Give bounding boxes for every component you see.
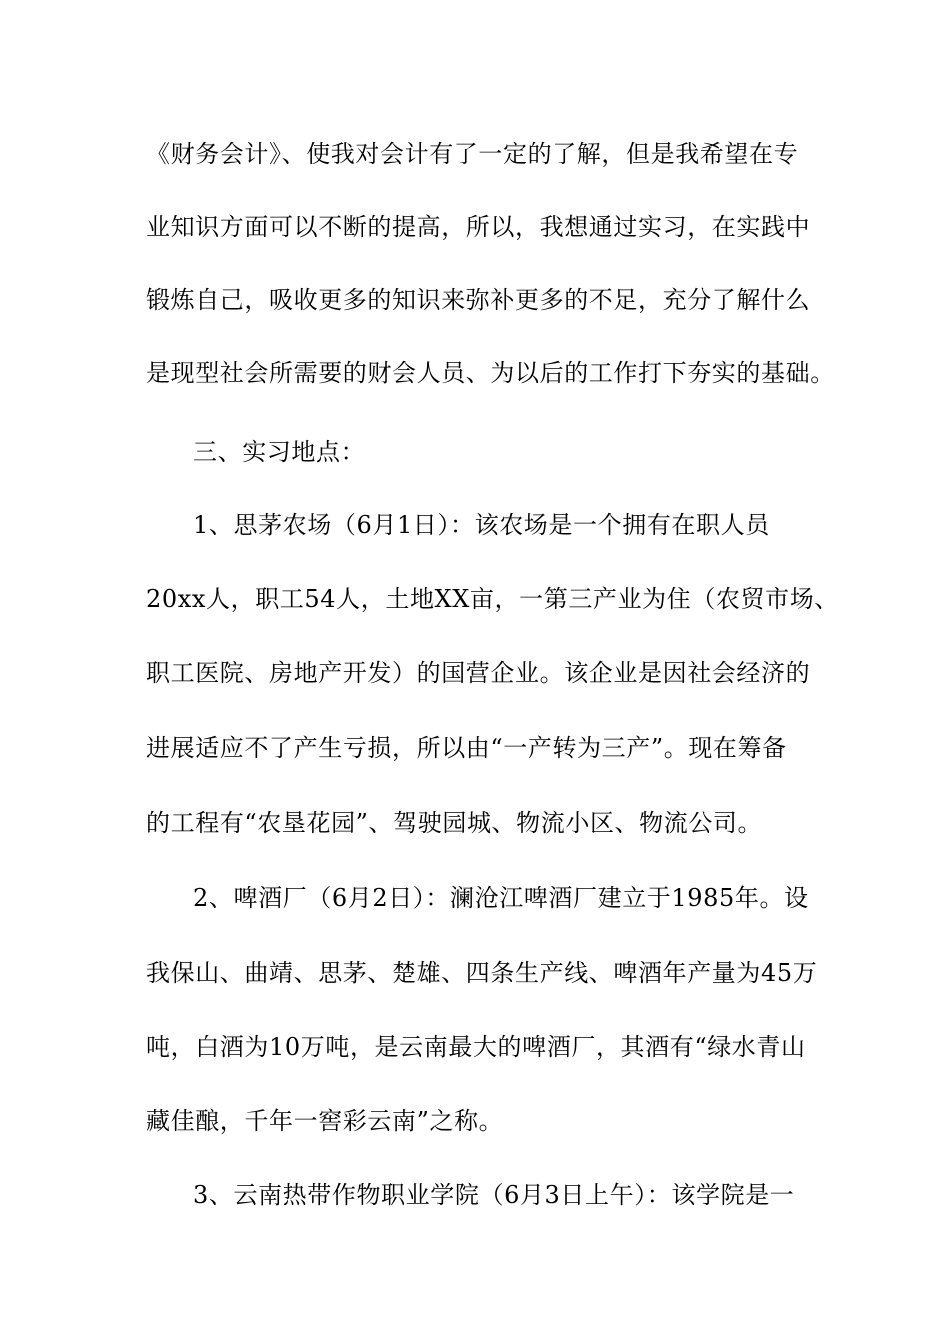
paragraph-line: 的工程有“农垦花园”、驾驶园城、物流小区、物流公司。 — [146, 809, 763, 837]
paragraph-line: 是现型社会所需要的财会人员、为以后的工作打下夯实的基础。 — [146, 359, 835, 387]
paragraph-line: 我保山、曲靖、思茅、楚雄、四条生产线、啤酒年产量为45万 — [146, 959, 818, 987]
paragraph-line: 业知识方面可以不断的提高，所以，我想通过实习，在实践中 — [146, 213, 811, 241]
paragraph-line: 职工医院、房地产开发）的国营企业。该企业是因社会经济的 — [146, 659, 811, 687]
section-heading: 三、实习地点： — [193, 438, 366, 466]
paragraph-line: 藏佳酿，千年一窖彩云南”之称。 — [146, 1107, 504, 1135]
paragraph-line: 锻炼自己，吸收更多的知识来弥补更多的不足，充分了解什么 — [146, 286, 811, 314]
paragraph-line: 《财务会计》、使我对会计有了一定的了解，但是我希望在专 — [146, 140, 799, 168]
paragraph-line: 2、啤酒厂（6月2日）：澜沧江啤酒厂建立于1985年。设 — [193, 884, 809, 912]
paragraph-line: 进展适应不了产生亏损，所以由“一产转为三产”。现在筹备 — [146, 734, 787, 762]
paragraph-line: 吨，白酒为10万吨，是云南最大的啤酒厂，其酒有“绿水青山 — [146, 1033, 806, 1061]
paragraph-line: 3、云南热带作物职业学院（6月3日上午）：该学院是一 — [193, 1181, 795, 1209]
paragraph-line: 1、思茅农场（6月1日）：该农场是一个拥有在职人员 — [193, 511, 770, 539]
paragraph-line: 20xx人，职工54人，土地XX亩，一第三产业为住（农贸市场、 — [146, 585, 839, 613]
